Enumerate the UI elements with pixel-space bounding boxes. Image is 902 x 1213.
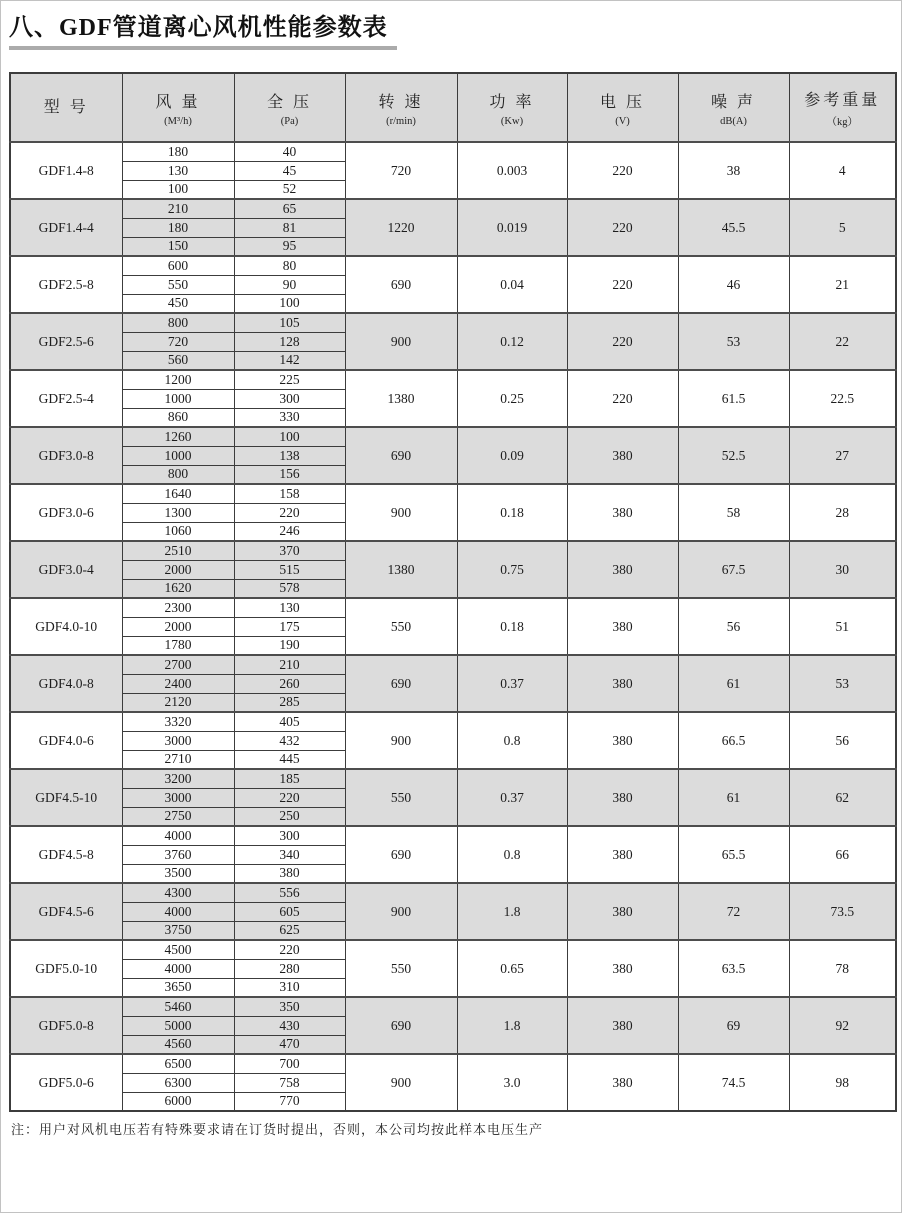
- voltage-cell: 220: [567, 313, 678, 370]
- power-cell: 0.65: [457, 940, 567, 997]
- column-header-unit: (Kw): [500, 115, 524, 127]
- airflow-cell: 100: [122, 180, 234, 199]
- pressure-cell: 52: [234, 180, 345, 199]
- weight-cell: 98: [789, 1054, 896, 1111]
- model-cell: GDF3.0-6: [10, 484, 122, 541]
- pressure-cell: 190: [234, 636, 345, 655]
- voltage-cell: 380: [567, 940, 678, 997]
- column-header-7: [789, 73, 896, 142]
- pressure-cell: 445: [234, 750, 345, 769]
- weight-cell: 27: [789, 427, 896, 484]
- voltage-cell: 380: [567, 598, 678, 655]
- pressure-cell: 605: [234, 902, 345, 921]
- voltage-cell: 380: [567, 484, 678, 541]
- table-header: [10, 73, 896, 142]
- speed-cell: 690: [345, 826, 457, 883]
- column-header-0: [10, 73, 122, 142]
- pressure-cell: 210: [234, 655, 345, 674]
- noise-cell: 56: [678, 598, 789, 655]
- voltage-cell: 220: [567, 199, 678, 256]
- speed-cell: 1380: [345, 541, 457, 598]
- voltage-cell: 220: [567, 256, 678, 313]
- power-cell: 0.003: [457, 142, 567, 199]
- pressure-cell: 330: [234, 408, 345, 427]
- pressure-cell: 350: [234, 997, 345, 1016]
- column-header-unit: (r/min): [386, 115, 416, 127]
- pressure-cell: 128: [234, 332, 345, 351]
- voltage-cell: 380: [567, 655, 678, 712]
- table-row: [10, 655, 896, 674]
- power-cell: 0.8: [457, 826, 567, 883]
- power-cell: 0.18: [457, 598, 567, 655]
- table-row: [10, 142, 896, 161]
- power-cell: 1.8: [457, 997, 567, 1054]
- airflow-cell: 180: [122, 218, 234, 237]
- pressure-cell: 470: [234, 1035, 345, 1054]
- speed-cell: 900: [345, 712, 457, 769]
- pressure-cell: 220: [234, 788, 345, 807]
- power-cell: 0.09: [457, 427, 567, 484]
- noise-cell: 46: [678, 256, 789, 313]
- pressure-cell: 380: [234, 864, 345, 883]
- column-header-label: 噪 声: [710, 93, 756, 111]
- weight-cell: 56: [789, 712, 896, 769]
- airflow-cell: 1000: [122, 389, 234, 408]
- noise-cell: 63.5: [678, 940, 789, 997]
- table-row: [10, 1054, 896, 1073]
- pressure-cell: 246: [234, 522, 345, 541]
- airflow-cell: 2120: [122, 693, 234, 712]
- power-cell: 0.12: [457, 313, 567, 370]
- airflow-cell: 4300: [122, 883, 234, 902]
- table-row: [10, 427, 896, 446]
- model-cell: GDF5.0-10: [10, 940, 122, 997]
- airflow-cell: 2700: [122, 655, 234, 674]
- weight-cell: 4: [789, 142, 896, 199]
- table-body: [10, 142, 896, 1111]
- pressure-cell: 432: [234, 731, 345, 750]
- speed-cell: 900: [345, 1054, 457, 1111]
- pressure-cell: 300: [234, 389, 345, 408]
- pressure-cell: 175: [234, 617, 345, 636]
- weight-cell: 53: [789, 655, 896, 712]
- pressure-cell: 430: [234, 1016, 345, 1035]
- weight-cell: 51: [789, 598, 896, 655]
- column-header-label: 参考重量: [804, 91, 881, 109]
- header-row: [10, 73, 896, 142]
- airflow-cell: 180: [122, 142, 234, 161]
- power-cell: 0.18: [457, 484, 567, 541]
- airflow-cell: 1060: [122, 522, 234, 541]
- weight-cell: 73.5: [789, 883, 896, 940]
- pressure-cell: 225: [234, 370, 345, 389]
- table-row: [10, 541, 896, 560]
- pressure-cell: 405: [234, 712, 345, 731]
- voltage-cell: 380: [567, 883, 678, 940]
- pressure-cell: 90: [234, 275, 345, 294]
- airflow-cell: 3000: [122, 788, 234, 807]
- airflow-cell: 800: [122, 465, 234, 484]
- column-header-2: [234, 73, 345, 142]
- airflow-cell: 6500: [122, 1054, 234, 1073]
- airflow-cell: 3760: [122, 845, 234, 864]
- pressure-cell: 95: [234, 237, 345, 256]
- noise-cell: 53: [678, 313, 789, 370]
- voltage-cell: 220: [567, 142, 678, 199]
- pressure-cell: 80: [234, 256, 345, 275]
- pressure-cell: 370: [234, 541, 345, 560]
- pressure-cell: 625: [234, 921, 345, 940]
- power-cell: 0.25: [457, 370, 567, 427]
- voltage-cell: 380: [567, 541, 678, 598]
- noise-cell: 69: [678, 997, 789, 1054]
- column-header-4: [457, 73, 567, 142]
- airflow-cell: 3750: [122, 921, 234, 940]
- page-title: 八、GDF管道离心风机性能参数表: [9, 15, 388, 41]
- voltage-cell: 220: [567, 370, 678, 427]
- model-cell: GDF4.5-6: [10, 883, 122, 940]
- pressure-cell: 310: [234, 978, 345, 997]
- table-row: [10, 883, 896, 902]
- column-header-unit: （kg）: [826, 116, 858, 128]
- speed-cell: 900: [345, 883, 457, 940]
- weight-cell: 28: [789, 484, 896, 541]
- airflow-cell: 860: [122, 408, 234, 427]
- pressure-cell: 515: [234, 560, 345, 579]
- airflow-cell: 2710: [122, 750, 234, 769]
- pressure-cell: 45: [234, 161, 345, 180]
- voltage-cell: 380: [567, 1054, 678, 1111]
- weight-cell: 92: [789, 997, 896, 1054]
- table-row: [10, 313, 896, 332]
- pressure-cell: 285: [234, 693, 345, 712]
- airflow-cell: 550: [122, 275, 234, 294]
- speed-cell: 900: [345, 313, 457, 370]
- airflow-cell: 5460: [122, 997, 234, 1016]
- weight-cell: 62: [789, 769, 896, 826]
- table-row: [10, 199, 896, 218]
- airflow-cell: 1640: [122, 484, 234, 503]
- model-cell: GDF2.5-8: [10, 256, 122, 313]
- noise-cell: 72: [678, 883, 789, 940]
- noise-cell: 67.5: [678, 541, 789, 598]
- column-header-unit: dB(A): [720, 115, 747, 127]
- power-cell: 0.75: [457, 541, 567, 598]
- speed-cell: 690: [345, 655, 457, 712]
- voltage-cell: 380: [567, 997, 678, 1054]
- pressure-cell: 156: [234, 465, 345, 484]
- power-cell: 3.0: [457, 1054, 567, 1111]
- model-cell: GDF2.5-4: [10, 370, 122, 427]
- pressure-cell: 280: [234, 959, 345, 978]
- weight-cell: 30: [789, 541, 896, 598]
- pressure-cell: 770: [234, 1092, 345, 1111]
- airflow-cell: 130: [122, 161, 234, 180]
- model-cell: GDF1.4-4: [10, 199, 122, 256]
- column-header-unit: (V): [615, 115, 630, 127]
- column-header-6: [678, 73, 789, 142]
- noise-cell: 65.5: [678, 826, 789, 883]
- airflow-cell: 4000: [122, 902, 234, 921]
- table-row: [10, 370, 896, 389]
- airflow-cell: 2750: [122, 807, 234, 826]
- table-row: [10, 940, 896, 959]
- airflow-cell: 2400: [122, 674, 234, 693]
- column-header-label: 电 压: [599, 93, 645, 111]
- weight-cell: 66: [789, 826, 896, 883]
- airflow-cell: 1260: [122, 427, 234, 446]
- airflow-cell: 2000: [122, 560, 234, 579]
- column-header-unit: (M³/h): [164, 115, 192, 127]
- airflow-cell: 4000: [122, 826, 234, 845]
- airflow-cell: 2300: [122, 598, 234, 617]
- pressure-cell: 578: [234, 579, 345, 598]
- model-cell: GDF5.0-8: [10, 997, 122, 1054]
- airflow-cell: 3200: [122, 769, 234, 788]
- pressure-cell: 260: [234, 674, 345, 693]
- speed-cell: 690: [345, 427, 457, 484]
- pressure-cell: 130: [234, 598, 345, 617]
- pressure-cell: 81: [234, 218, 345, 237]
- airflow-cell: 5000: [122, 1016, 234, 1035]
- noise-cell: 61: [678, 769, 789, 826]
- pressure-cell: 100: [234, 427, 345, 446]
- table-row: [10, 997, 896, 1016]
- column-header-label: 全 压: [266, 93, 312, 111]
- noise-cell: 74.5: [678, 1054, 789, 1111]
- pressure-cell: 185: [234, 769, 345, 788]
- table-row: [10, 769, 896, 788]
- weight-cell: 22.5: [789, 370, 896, 427]
- model-cell: GDF2.5-6: [10, 313, 122, 370]
- model-cell: GDF4.5-10: [10, 769, 122, 826]
- pressure-cell: 100: [234, 294, 345, 313]
- table-row: [10, 826, 896, 845]
- pressure-cell: 250: [234, 807, 345, 826]
- airflow-cell: 6300: [122, 1073, 234, 1092]
- pressure-cell: 105: [234, 313, 345, 332]
- noise-cell: 61.5: [678, 370, 789, 427]
- airflow-cell: 2510: [122, 541, 234, 560]
- voltage-cell: 380: [567, 712, 678, 769]
- table-row: [10, 484, 896, 503]
- power-cell: 0.8: [457, 712, 567, 769]
- column-header-label: 风 量: [155, 93, 201, 111]
- performance-table: [9, 72, 897, 1112]
- voltage-cell: 380: [567, 826, 678, 883]
- pressure-cell: 758: [234, 1073, 345, 1092]
- model-cell: GDF1.4-8: [10, 142, 122, 199]
- pressure-cell: 142: [234, 351, 345, 370]
- pressure-cell: 220: [234, 503, 345, 522]
- model-cell: GDF5.0-6: [10, 1054, 122, 1111]
- airflow-cell: 600: [122, 256, 234, 275]
- noise-cell: 66.5: [678, 712, 789, 769]
- noise-cell: 52.5: [678, 427, 789, 484]
- power-cell: 0.019: [457, 199, 567, 256]
- column-header-3: [345, 73, 457, 142]
- airflow-cell: 1000: [122, 446, 234, 465]
- airflow-cell: 3500: [122, 864, 234, 883]
- pressure-cell: 700: [234, 1054, 345, 1073]
- pressure-cell: 556: [234, 883, 345, 902]
- model-cell: GDF3.0-8: [10, 427, 122, 484]
- pressure-cell: 220: [234, 940, 345, 959]
- pressure-cell: 138: [234, 446, 345, 465]
- column-header-label: 型 号: [43, 99, 89, 116]
- airflow-cell: 2000: [122, 617, 234, 636]
- model-cell: GDF4.0-8: [10, 655, 122, 712]
- model-cell: GDF4.0-6: [10, 712, 122, 769]
- airflow-cell: 210: [122, 199, 234, 218]
- noise-cell: 61: [678, 655, 789, 712]
- voltage-cell: 380: [567, 427, 678, 484]
- airflow-cell: 560: [122, 351, 234, 370]
- weight-cell: 21: [789, 256, 896, 313]
- speed-cell: 550: [345, 769, 457, 826]
- noise-cell: 58: [678, 484, 789, 541]
- weight-cell: 5: [789, 199, 896, 256]
- table-row: [10, 598, 896, 617]
- table-row: [10, 712, 896, 731]
- noise-cell: 45.5: [678, 199, 789, 256]
- pressure-cell: 300: [234, 826, 345, 845]
- airflow-cell: 800: [122, 313, 234, 332]
- speed-cell: 690: [345, 256, 457, 313]
- speed-cell: 720: [345, 142, 457, 199]
- footnote: 注：用户对风机电压若有特殊要求请在订货时提出，否则，本公司均按此样本电压生产: [11, 1122, 544, 1137]
- airflow-cell: 4500: [122, 940, 234, 959]
- airflow-cell: 150: [122, 237, 234, 256]
- model-cell: GDF4.5-8: [10, 826, 122, 883]
- voltage-cell: 380: [567, 769, 678, 826]
- column-header-label: 功 率: [489, 93, 535, 111]
- airflow-cell: 1300: [122, 503, 234, 522]
- noise-cell: 38: [678, 142, 789, 199]
- speed-cell: 1380: [345, 370, 457, 427]
- power-cell: 0.37: [457, 769, 567, 826]
- airflow-cell: 1620: [122, 579, 234, 598]
- model-cell: GDF3.0-4: [10, 541, 122, 598]
- airflow-cell: 4560: [122, 1035, 234, 1054]
- column-header-1: [122, 73, 234, 142]
- speed-cell: 550: [345, 940, 457, 997]
- pressure-cell: 65: [234, 199, 345, 218]
- power-cell: 1.8: [457, 883, 567, 940]
- pressure-cell: 40: [234, 142, 345, 161]
- airflow-cell: 720: [122, 332, 234, 351]
- airflow-cell: 3000: [122, 731, 234, 750]
- airflow-cell: 1780: [122, 636, 234, 655]
- speed-cell: 690: [345, 997, 457, 1054]
- column-header-5: [567, 73, 678, 142]
- column-header-label: 转 速: [378, 93, 424, 111]
- speed-cell: 900: [345, 484, 457, 541]
- power-cell: 0.04: [457, 256, 567, 313]
- model-cell: GDF4.0-10: [10, 598, 122, 655]
- speed-cell: 550: [345, 598, 457, 655]
- airflow-cell: 3320: [122, 712, 234, 731]
- weight-cell: 22: [789, 313, 896, 370]
- power-cell: 0.37: [457, 655, 567, 712]
- weight-cell: 78: [789, 940, 896, 997]
- table-row: [10, 256, 896, 275]
- pressure-cell: 158: [234, 484, 345, 503]
- speed-cell: 1220: [345, 199, 457, 256]
- pressure-cell: 340: [234, 845, 345, 864]
- airflow-cell: 4000: [122, 959, 234, 978]
- airflow-cell: 6000: [122, 1092, 234, 1111]
- airflow-cell: 1200: [122, 370, 234, 389]
- title-underline: [9, 46, 397, 50]
- airflow-cell: 3650: [122, 978, 234, 997]
- column-header-unit: (Pa): [280, 115, 299, 127]
- airflow-cell: 450: [122, 294, 234, 313]
